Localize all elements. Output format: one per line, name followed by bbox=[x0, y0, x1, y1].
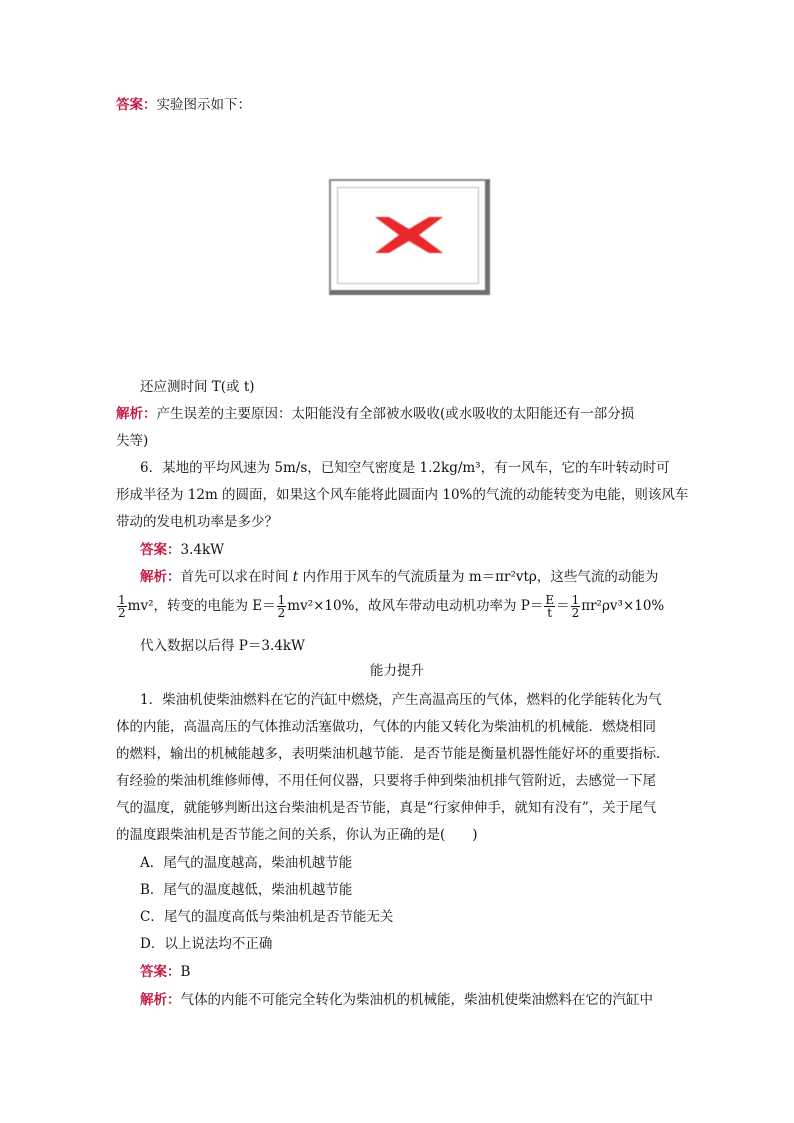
q6-answer-line bbox=[140, 541, 710, 559]
analysis-label: 解析： bbox=[140, 569, 181, 585]
answer-label: 答案： bbox=[116, 97, 157, 113]
fraction-E-over-t: $\frac{E}{t}$ bbox=[545, 593, 555, 620]
p1-analysis-line: 解析：气体的内能不可能完全转化为柴油机的机械能，柴油机使柴油燃料在它的汽缸中 bbox=[140, 992, 653, 1008]
analysis-label: 解析： bbox=[140, 992, 181, 1008]
answer-label: 答案： bbox=[140, 964, 181, 980]
section-title: 能力提升 bbox=[370, 663, 424, 679]
p1-question-line: 有经验的柴油机维修师傅，不用任何仪器，只要将手伸到柴油机排气管附近，去感觉一下尾 bbox=[116, 773, 656, 789]
q6-question-line2: 形成半径为 12m 的圆面，如果这个风车能将此圆面内 10%的气流的动能转变为电能，则该风车 bbox=[116, 487, 689, 503]
p1-question-line: 的燃料，输出的机械能越多，表明柴油机越节能．是否节能是衡量机器性能好坏的重要指标． bbox=[116, 746, 670, 762]
fraction-half: $\frac{1}{2}$ bbox=[118, 593, 126, 620]
analysis-label: 解析： bbox=[116, 406, 157, 422]
broken-image-icon bbox=[329, 179, 490, 295]
p1-answer-line bbox=[140, 963, 710, 981]
q5-analysis-line2: 失等) bbox=[116, 433, 149, 449]
p1-question-line: 1．柴油机使柴油燃料在它的汽缸中燃烧，产生高温高压的气体，燃料的化学能转化为气 bbox=[140, 692, 662, 708]
p1-question-line: 体的内能，高温高压的气体推动活塞做功，气体的内能又转化为柴油机的机械能．燃烧相同 bbox=[116, 719, 656, 735]
q6-question-line3: 带动的发电机功率是多少？ bbox=[116, 514, 278, 530]
p1-question-line: 气的温度，就能够判断出这台柴油机是否节能，真是“行家伸伸手，就知有没有”，关于尾气 bbox=[116, 800, 657, 816]
option-d: D．以上说法均不正确 bbox=[140, 936, 273, 952]
fraction-half: $\frac{1}{2}$ bbox=[277, 593, 286, 620]
option-b: B．尾气的温度越低，柴油机越节能 bbox=[140, 882, 353, 898]
q6-analysis-line1: 解析：首先可以求在时间 t 内作用于风车的气流质量为 m＝πr²vtρ，这些气流的动能为 bbox=[140, 569, 659, 585]
fraction-half: $\frac{1}{2}$ bbox=[571, 593, 580, 620]
q5-answer-text: 实验图示如下： bbox=[156, 97, 251, 113]
q6-result-line: 代入数据以后得 P＝3.4kW bbox=[140, 638, 305, 654]
q5-analysis-line1: 解析：产生误差的主要原因：太阳能没有全部被水吸收(或水吸收的太阳能还有一部分损 bbox=[116, 406, 635, 422]
q5-answer-line bbox=[116, 96, 686, 114]
q6-question-line1: 6．某地的平均风速为 5m/s，已知空气密度是 1.2kg/m³，有一风车，它的车叶转动时可 bbox=[140, 460, 670, 476]
p1-answer-value: B bbox=[180, 964, 191, 980]
q6-analysis-line2: $\frac{1}{2}$ mv²，转变的电能为 E＝ $\frac{1}{2}$ mv²×10%，故风车带动电动机功率为 P＝ $\frac{E}{t}$ ＝ $\frac{1}{2}$ πr²ρv³×10% bbox=[118, 593, 665, 620]
answer-label: 答案： bbox=[140, 542, 181, 558]
q6-answer-value: 3.4kW bbox=[180, 542, 225, 558]
p1-question-line: 的温度跟柴油机是否节能之间的关系，你认为正确的是( ) bbox=[116, 827, 478, 843]
option-a: A．尾气的温度越高，柴油机越节能 bbox=[140, 855, 353, 871]
option-c: C．尾气的温度高低与柴油机是否节能无关 bbox=[140, 909, 394, 925]
time-note-line: 还应测时间 T(或 t) bbox=[140, 379, 255, 395]
red-x-icon bbox=[369, 211, 449, 259]
